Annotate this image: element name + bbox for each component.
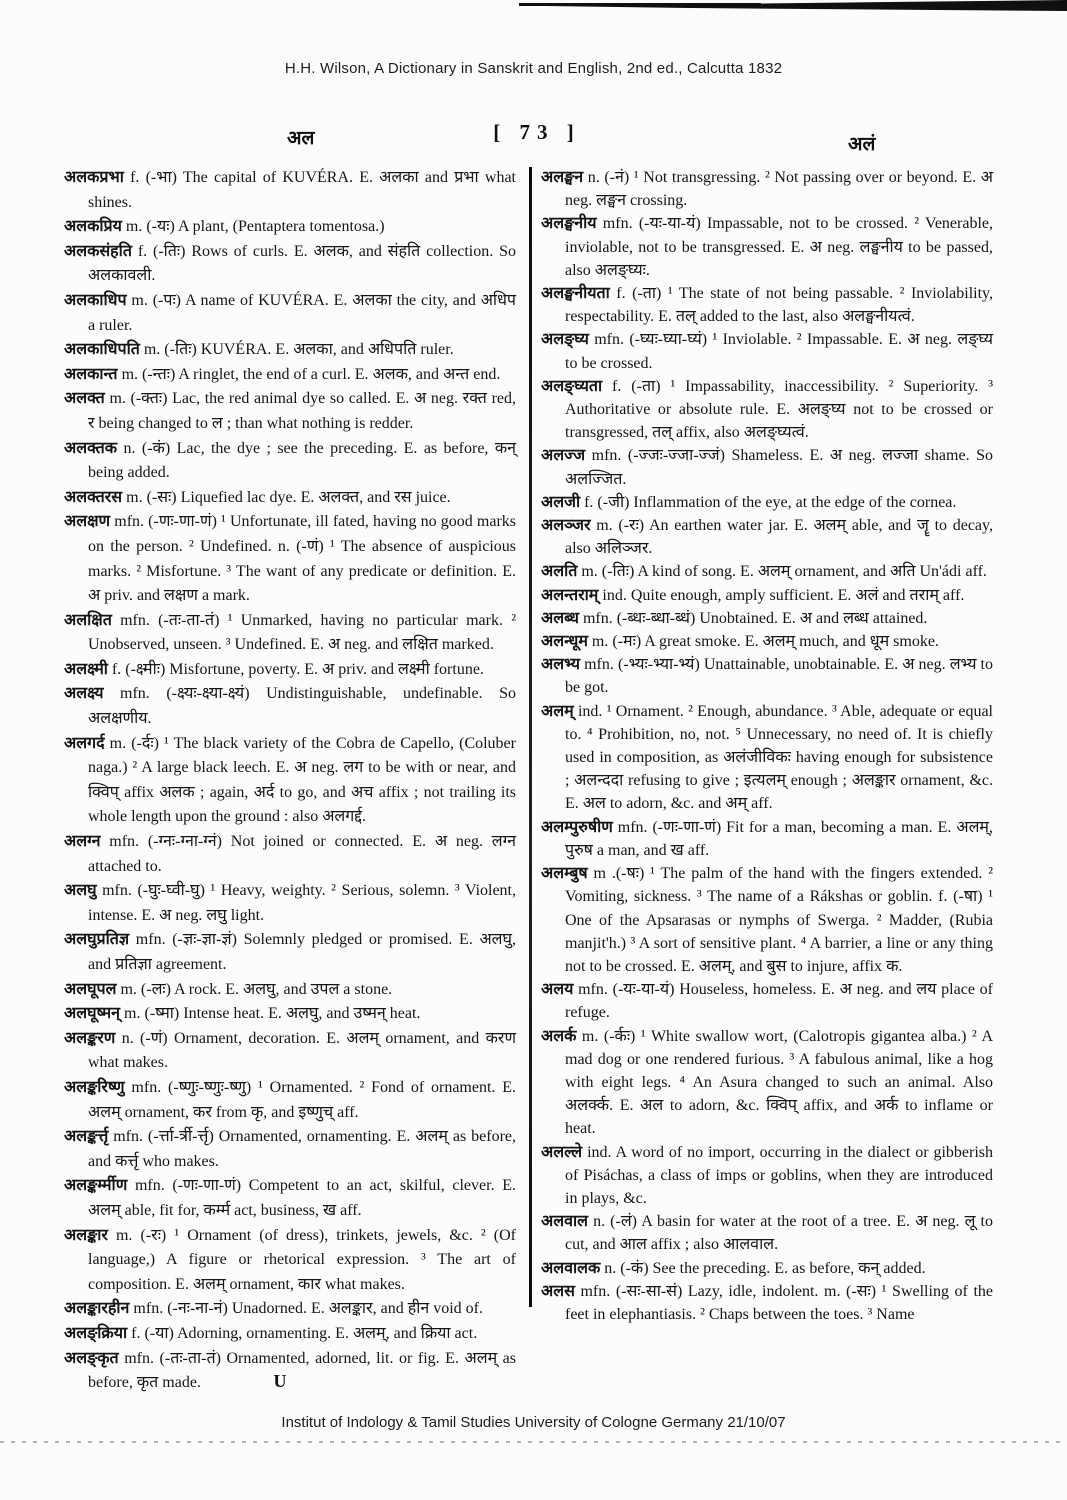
- dictionary-entry: [64, 978, 516, 1003]
- right-column: [541, 166, 993, 1326]
- entry-headword: अलवाल: [541, 1213, 588, 1231]
- entry-text: n. (-नं) ¹ Not transgressing. ² Not passing over or beyond. E. अ neg. लङ्घन crossing.: [565, 169, 994, 210]
- dictionary-entry: [64, 658, 516, 683]
- dictionary-entry: [541, 1141, 993, 1211]
- dictionary-entry: [64, 1297, 516, 1322]
- entry-headword: अलर्क: [541, 1027, 577, 1045]
- entry-headword: अलङ्घ्य: [541, 331, 589, 349]
- dictionary-entry: [541, 1210, 993, 1256]
- entry-headword: अलङ्घनीयता: [541, 285, 610, 303]
- dictionary-entry: [541, 1280, 993, 1326]
- dictionary-entry: [541, 1257, 993, 1280]
- entry-headword: अलभ्य: [541, 656, 581, 674]
- entry-text: mfn. (-णः-णा-णं) Fit for a man, becoming a man. E. अलम्, पुरुष a man, and ख aff.: [565, 818, 993, 859]
- entry-headword: अलङ्घनीय: [541, 215, 597, 233]
- entry-text: n. (-कं) Lac, the dye ; see the preceding. E. as before, कन् being added.: [88, 439, 517, 482]
- dictionary-entry: [64, 1002, 516, 1027]
- page-edge-artifact: [0, 1441, 1067, 1443]
- entry-text: f. (-या) Adorning, ornamenting. E. अलम्, and क्रिया act.: [131, 1324, 478, 1342]
- dictionary-entry: [541, 978, 993, 1024]
- entry-headword: अलघुप्रतिज्ञ: [64, 931, 130, 949]
- dictionary-entry: [64, 609, 516, 658]
- scan-title: H.H. Wilson, A Dictionary in Sanskrit and English, 2nd ed., Calcutta 1832: [284, 60, 783, 77]
- entry-headword: अलङ्घन: [541, 169, 584, 186]
- entry-text: m. (-न्तः) A ringlet, the end of a curl. E. अलक, and अन्त end.: [121, 365, 501, 383]
- dictionary-entry: [541, 653, 993, 699]
- running-head-right-word: अलं: [848, 134, 876, 155]
- entry-text: f. (-क्ष्मीः) Misfortune, poverty. E. अ priv. and लक्ष्मी fortune.: [111, 660, 484, 678]
- entry-text: ind. A word of no import, occurring in the dialect or gibberish of Pisáchas, a class of imps or goblins, when they are introduced in plays, &c.: [565, 1143, 994, 1207]
- entry-text: n. (-लं) A basin for water at the root of a tree. E. अ neg. लू to cut, and आल affix ; also आलवाल.: [565, 1213, 994, 1254]
- entry-text: mfn. (-क्ष्यः-क्ष्या-क्ष्यं) Undistinguishable, undefinable. So अलक्षणीय.: [88, 685, 516, 728]
- entry-headword: अलङ्कर्त्तृ: [64, 1128, 109, 1146]
- dictionary-entry: [64, 1027, 516, 1076]
- dictionary-entry: [64, 215, 516, 240]
- entry-headword: अलङ्कृत: [64, 1349, 119, 1367]
- entry-text: m. (-लः) A rock. E. अलघु, and उपल a stone.: [120, 980, 393, 998]
- entry-text: m. (-क्तः) Lac, the red animal dye so called. E. अ neg. रक्त red, र being changed to ल ; than what nothing is redder.: [88, 390, 516, 432]
- entry-headword: अलङ्करण: [64, 1029, 116, 1047]
- dictionary-entry: [541, 328, 993, 374]
- running-head: [0, 120, 1067, 166]
- entry-text: mfn. (-ब्धः-ब्धा-ब्धं) Unobtained. E. अ and लब्ध attained.: [582, 609, 928, 627]
- dictionary-entry: [541, 607, 993, 630]
- dictionary-entry: [541, 584, 993, 607]
- entry-headword: अलति: [541, 563, 578, 581]
- entry-headword: अलङ्करिष्णु: [64, 1078, 125, 1096]
- entry-headword: अलजी: [541, 493, 581, 511]
- dictionary-entry: [64, 1125, 516, 1174]
- dictionary-entry: [64, 510, 516, 608]
- entry-text: mfn. (-यः-या-यं) Houseless, homeless. E. अ neg. and लय place of refuge.: [565, 981, 994, 1022]
- dictionary-entry: [541, 700, 993, 816]
- dictionary-entry: [64, 1224, 516, 1298]
- dictionary-entry: [64, 166, 516, 215]
- dictionary-entry: [64, 1322, 516, 1347]
- dictionary-entry: [64, 437, 516, 486]
- entry-text: mfn. (-घुः-घ्वी-घु) ¹ Heavy, weighty. ² Serious, solemn. ³ Violent, intense. E. अ neg. लघु light.: [88, 882, 517, 924]
- dictionary-entry: [64, 732, 516, 830]
- entry-text: m. (-र्कः) ¹ White swallow wort, (Calotropis gigantea alba.) ² A mad dog or one rendered furious. ³ A fabulous animal, like a hog with eight legs. ⁴ An Asura changed to such an animal. Also अलर्क्क. E. अल to adorn, &c. क्विप् affix, and अर्क to inflame or heat.: [565, 1027, 994, 1138]
- entry-headword: अलकाधिप: [64, 291, 127, 309]
- left-column: [64, 166, 516, 1396]
- entry-headword: अलगर्द: [64, 734, 105, 752]
- dictionary-entry: [64, 387, 516, 436]
- dictionary-entry: [541, 1025, 993, 1141]
- entry-text: n. (-णं) Ornament, decoration. E. अलम् ornament, and करण what makes.: [88, 1029, 517, 1072]
- entry-text: m. (-पः) A name of KUVÉRA. E. अलका the city, and अधिप a ruler.: [88, 291, 517, 334]
- entry-headword: अलकप्रिय: [64, 218, 122, 236]
- page-number: [ 73 ]: [493, 120, 581, 144]
- entry-headword: अलय: [541, 981, 574, 999]
- entry-headword: अलक्षण: [64, 513, 111, 531]
- entry-text: mfn. (-भ्यः-भ्या-भ्यं) Unattainable, unobtainable. E. अ neg. लभ्य to be got.: [565, 656, 994, 697]
- dictionary-entry: [64, 830, 516, 879]
- entry-headword: अलक्तरस: [64, 488, 123, 506]
- entry-text: mfn. (-णः-णा-णं) ¹ Unfortunate, ill fated, having no good marks on the person. ² Undefined. n. (-णं) ¹ The absence of auspicious marks. ² Misfortune. ³ The want of any predicate or definition. E. अ priv. and लक्षण a mark.: [88, 513, 517, 605]
- entry-headword: अलकान्त: [64, 365, 118, 383]
- entry-headword: अलघूपल: [64, 980, 117, 998]
- entry-headword: अलघु: [64, 882, 97, 900]
- dictionary-entry: [64, 363, 516, 388]
- entry-headword: अलन्तराम्: [541, 586, 599, 604]
- entry-headword: अलङ्कारहीन: [64, 1300, 130, 1318]
- dictionary-entry: [64, 338, 516, 363]
- column-divider-rule: [529, 167, 532, 1307]
- dictionary-entry: [541, 166, 993, 212]
- entry-headword: अलग्न: [64, 833, 101, 851]
- entry-text: mfn. (-ष्णुः-ष्णुः-ष्णु) ¹ Ornamented. ² Fond of ornament. E. अलम् ornament, कर from कृ, and इष्णुच् aff.: [88, 1078, 516, 1121]
- dictionary-entry: [541, 514, 993, 560]
- entry-text: mfn. (-यः-या-यं) Impassable, not to be crossed. ² Venerable, inviolable, not to be transgressed. E. अ neg. लङ्घनीय to be passed, also अलङ्घ्यः.: [565, 215, 994, 279]
- entry-text: m. (-यः) A plant, (Pentaptera tomentosa.): [125, 218, 385, 236]
- entry-text: m. (-र्दः) ¹ The black variety of the Cobra de Capello, (Coluber naga.) ² A large black leech. E. अ neg. लग to be with or near, and क्विप् affix अलक ; again, अर्द to go, and अच affix ; not trailing its whole length upon the ground : also अलगर्द्द.: [88, 734, 516, 826]
- dictionary-entry: [64, 1174, 516, 1223]
- dictionary-entry: [541, 862, 993, 978]
- entry-text: m. (-मः) A great smoke. E. अलम् much, and धूम smoke.: [591, 633, 939, 651]
- entry-headword: अलवालक: [541, 1259, 601, 1277]
- dictionary-entry: [64, 928, 516, 977]
- entry-text: m. (-रः) ¹ Ornament (of dress), trinkets, jewels, &c. ² (Of language,) A figure or rhetorical expression. ³ The art of composition. E. अलम् ornament, कार what makes.: [88, 1226, 516, 1293]
- entry-headword: अलस: [541, 1282, 575, 1300]
- entry-headword: अलब्ध: [541, 609, 579, 627]
- entry-text: mfn. (-ज्ञः-ज्ञा-ज्ञं) Solemnly pledged or promised. E. अलघु, and प्रतिज्ञा agreement.: [88, 931, 516, 973]
- dictionary-entry: [541, 212, 993, 282]
- dictionary-entry: [64, 682, 516, 731]
- entry-text: ind. ¹ Ornament. ² Enough, abundance. ³ Able, adequate or equal to. ⁴ Prohibition, no, not. ⁵ Unnecessary, no need of. It is chiefly used in composition, as अलंजीविकः having enough for subsistence ; अलन्ददा refusing to give ; इत्यलम् enough ; अलङ्कार ornament, &c. E. अल to adorn, &c. and अम् aff.: [565, 702, 994, 813]
- dictionary-entry: [541, 375, 993, 445]
- scan-footer: Institut of Indology & Tamil Studies University of Cologne Germany 21/10/07: [281, 1414, 786, 1431]
- entry-text: mfn. (-णः-णा-णं) Competent to an act, skilful, clever. E. अलम् able, fit for, कर्म्म act, business, ख aff.: [88, 1177, 517, 1219]
- entry-text: mfn. (-सः-सा-सं) Lazy, idle, indolent. m. (-सः) ¹ Swelling of the feet in elephantiasis. ² Chaps between the toes. ³ Name: [565, 1282, 993, 1323]
- entry-headword: अलङ्कार: [64, 1226, 108, 1244]
- entry-headword: अलकसंहति: [64, 242, 132, 260]
- entry-text: mfn. (-नः-ना-नं) Unadorned. E. अलङ्कार, and हीन void of.: [133, 1300, 483, 1318]
- entry-text: m. (-ष्मा) Intense heat. E. अलघु, and उष्मन् heat.: [124, 1005, 421, 1023]
- entry-headword: अलञ्जर: [541, 517, 591, 535]
- entry-text: mfn. (-तः-ता-तं) ¹ Unmarked, having no particular mark. ² Unobserved, unseen. ³ Undefined. E. अ neg. and लक्षित marked.: [88, 611, 517, 654]
- dictionary-entry: [64, 879, 516, 928]
- entry-headword: अलङ्क्रिया: [64, 1324, 128, 1342]
- dictionary-entry: [541, 444, 993, 490]
- entry-text: f. (-ता) ¹ The state of not being passable. ² Inviolability, respectability. E. तल् added to the last, also अलङ्घनीयत्वं.: [565, 285, 994, 326]
- entry-text: f. (-जी) Inflammation of the eye, at the edge of the cornea.: [584, 493, 957, 511]
- entry-text: mfn. (-घ्यः-घ्या-घ्यं) ¹ Inviolable. ² Impassable. E. अ neg. लङ्घ्य to be crossed.: [565, 331, 993, 372]
- entry-headword: अलज्ज: [541, 447, 586, 465]
- entry-text: m. (-रः) An earthen water jar. E. अलम् able, and जॄ to decay, also अलिञ्जर.: [565, 517, 993, 558]
- entry-headword: अलकप्रभा: [64, 169, 124, 186]
- entry-text: n. (-कं) See the preceding. E. as before, कन् added.: [604, 1259, 926, 1277]
- entry-text: ind. Quite enough, amply sufficient. E. अलं and तराम् aff.: [602, 586, 965, 604]
- entry-headword: अलङ्घ्यता: [541, 377, 603, 395]
- entry-text: f. (-भा) The capital of KUVÉRA. E. अलका and प्रभा what shines.: [88, 169, 516, 211]
- entry-headword: अलम्पुरुषीण: [541, 818, 613, 836]
- entry-headword: अलङ्कर्म्मीण: [64, 1177, 128, 1195]
- entry-headword: अलम्: [541, 702, 574, 720]
- dictionary-entry: [541, 282, 993, 328]
- dictionary-entry: [64, 1076, 516, 1125]
- entry-headword: अलक्षित: [64, 611, 112, 629]
- entry-text: m .(-षः) ¹ The palm of the hand with the fingers extended. ² Vomiting, sickness. ³ The name of a Rákshas or goblin. f. (-षा) ¹ One of the Apsarasas or nymphs of Swerga. ² Madder, (Rubia manjit'h.) ³ A sort of sensitive plant. ⁴ A barrier, a line or any thing not to be crossed. E. अलम्, and बुस to injure, affix क.: [565, 865, 994, 975]
- entry-headword: अलकाधिपति: [64, 341, 140, 359]
- entry-headword: अलक्तक: [64, 439, 118, 457]
- dictionary-entry: [541, 816, 993, 862]
- entry-headword: अलक्त: [64, 390, 105, 408]
- dictionary-entry: [541, 491, 993, 514]
- entry-headword: अलल्ले: [541, 1143, 583, 1161]
- dictionary-entry: [541, 630, 993, 653]
- entry-text: mfn. (-ज्जः-ज्जा-ज्जं) Shameless. E. अ neg. लज्जा shame. So अलज्जित.: [565, 447, 993, 488]
- entry-headword: अलक्ष्य: [64, 685, 104, 703]
- dictionary-entry: [64, 289, 516, 338]
- scan-artifact-line: [0, 0, 1067, 16]
- entry-text: m. (-तिः) A kind of song. E. अलम् ornament, and अति Un'ádi aff.: [581, 563, 987, 581]
- dictionary-entry: [541, 560, 993, 583]
- dictionary-entry: [64, 486, 516, 511]
- entry-text: m. (-सः) Liquefied lac dye. E. अलक्त, and रस juice.: [126, 488, 451, 506]
- entry-text: mfn. (-ग्नः-ग्ना-ग्नं) Not joined or connected. E. अ neg. लग्न attached to.: [88, 833, 516, 875]
- entry-text: f. (-ता) ¹ Impassability, inaccessibility. ² Superiority. ³ Authoritative or absolute rule. E. अलङ्घ्य not to be crossed or transgressed, तल् affix, also अलङ्घ्यत्वं.: [565, 377, 994, 442]
- running-head-left-word: अल: [287, 128, 315, 149]
- entry-headword: अलक्ष्मी: [64, 660, 108, 678]
- entry-headword: अलन्धूम: [541, 633, 588, 651]
- entry-text: mfn. (-र्त्ता-र्त्री-र्त्तृ) Ornamented, ornamenting. E. अलम् as before, and कर्त्तृ who makes.: [88, 1128, 517, 1170]
- entry-headword: अलम्बुष: [541, 865, 588, 883]
- entry-headword: अलघूष्मन्: [64, 1005, 121, 1023]
- entry-text: mfn. (-तः-ता-तं) Ornamented, adorned, lit. or fig. E. अलम् as before, कृत made.: [88, 1349, 516, 1392]
- printers-signature-mark: U: [273, 1371, 287, 1391]
- entry-text: m. (-तिः) KUVÉRA. E. अलका, and अधिपति ruler.: [143, 341, 454, 359]
- dictionary-entry: [64, 240, 516, 289]
- entry-text: f. (-तिः) Rows of curls. E. अलक, and संहति collection. So अलकावली.: [88, 242, 516, 285]
